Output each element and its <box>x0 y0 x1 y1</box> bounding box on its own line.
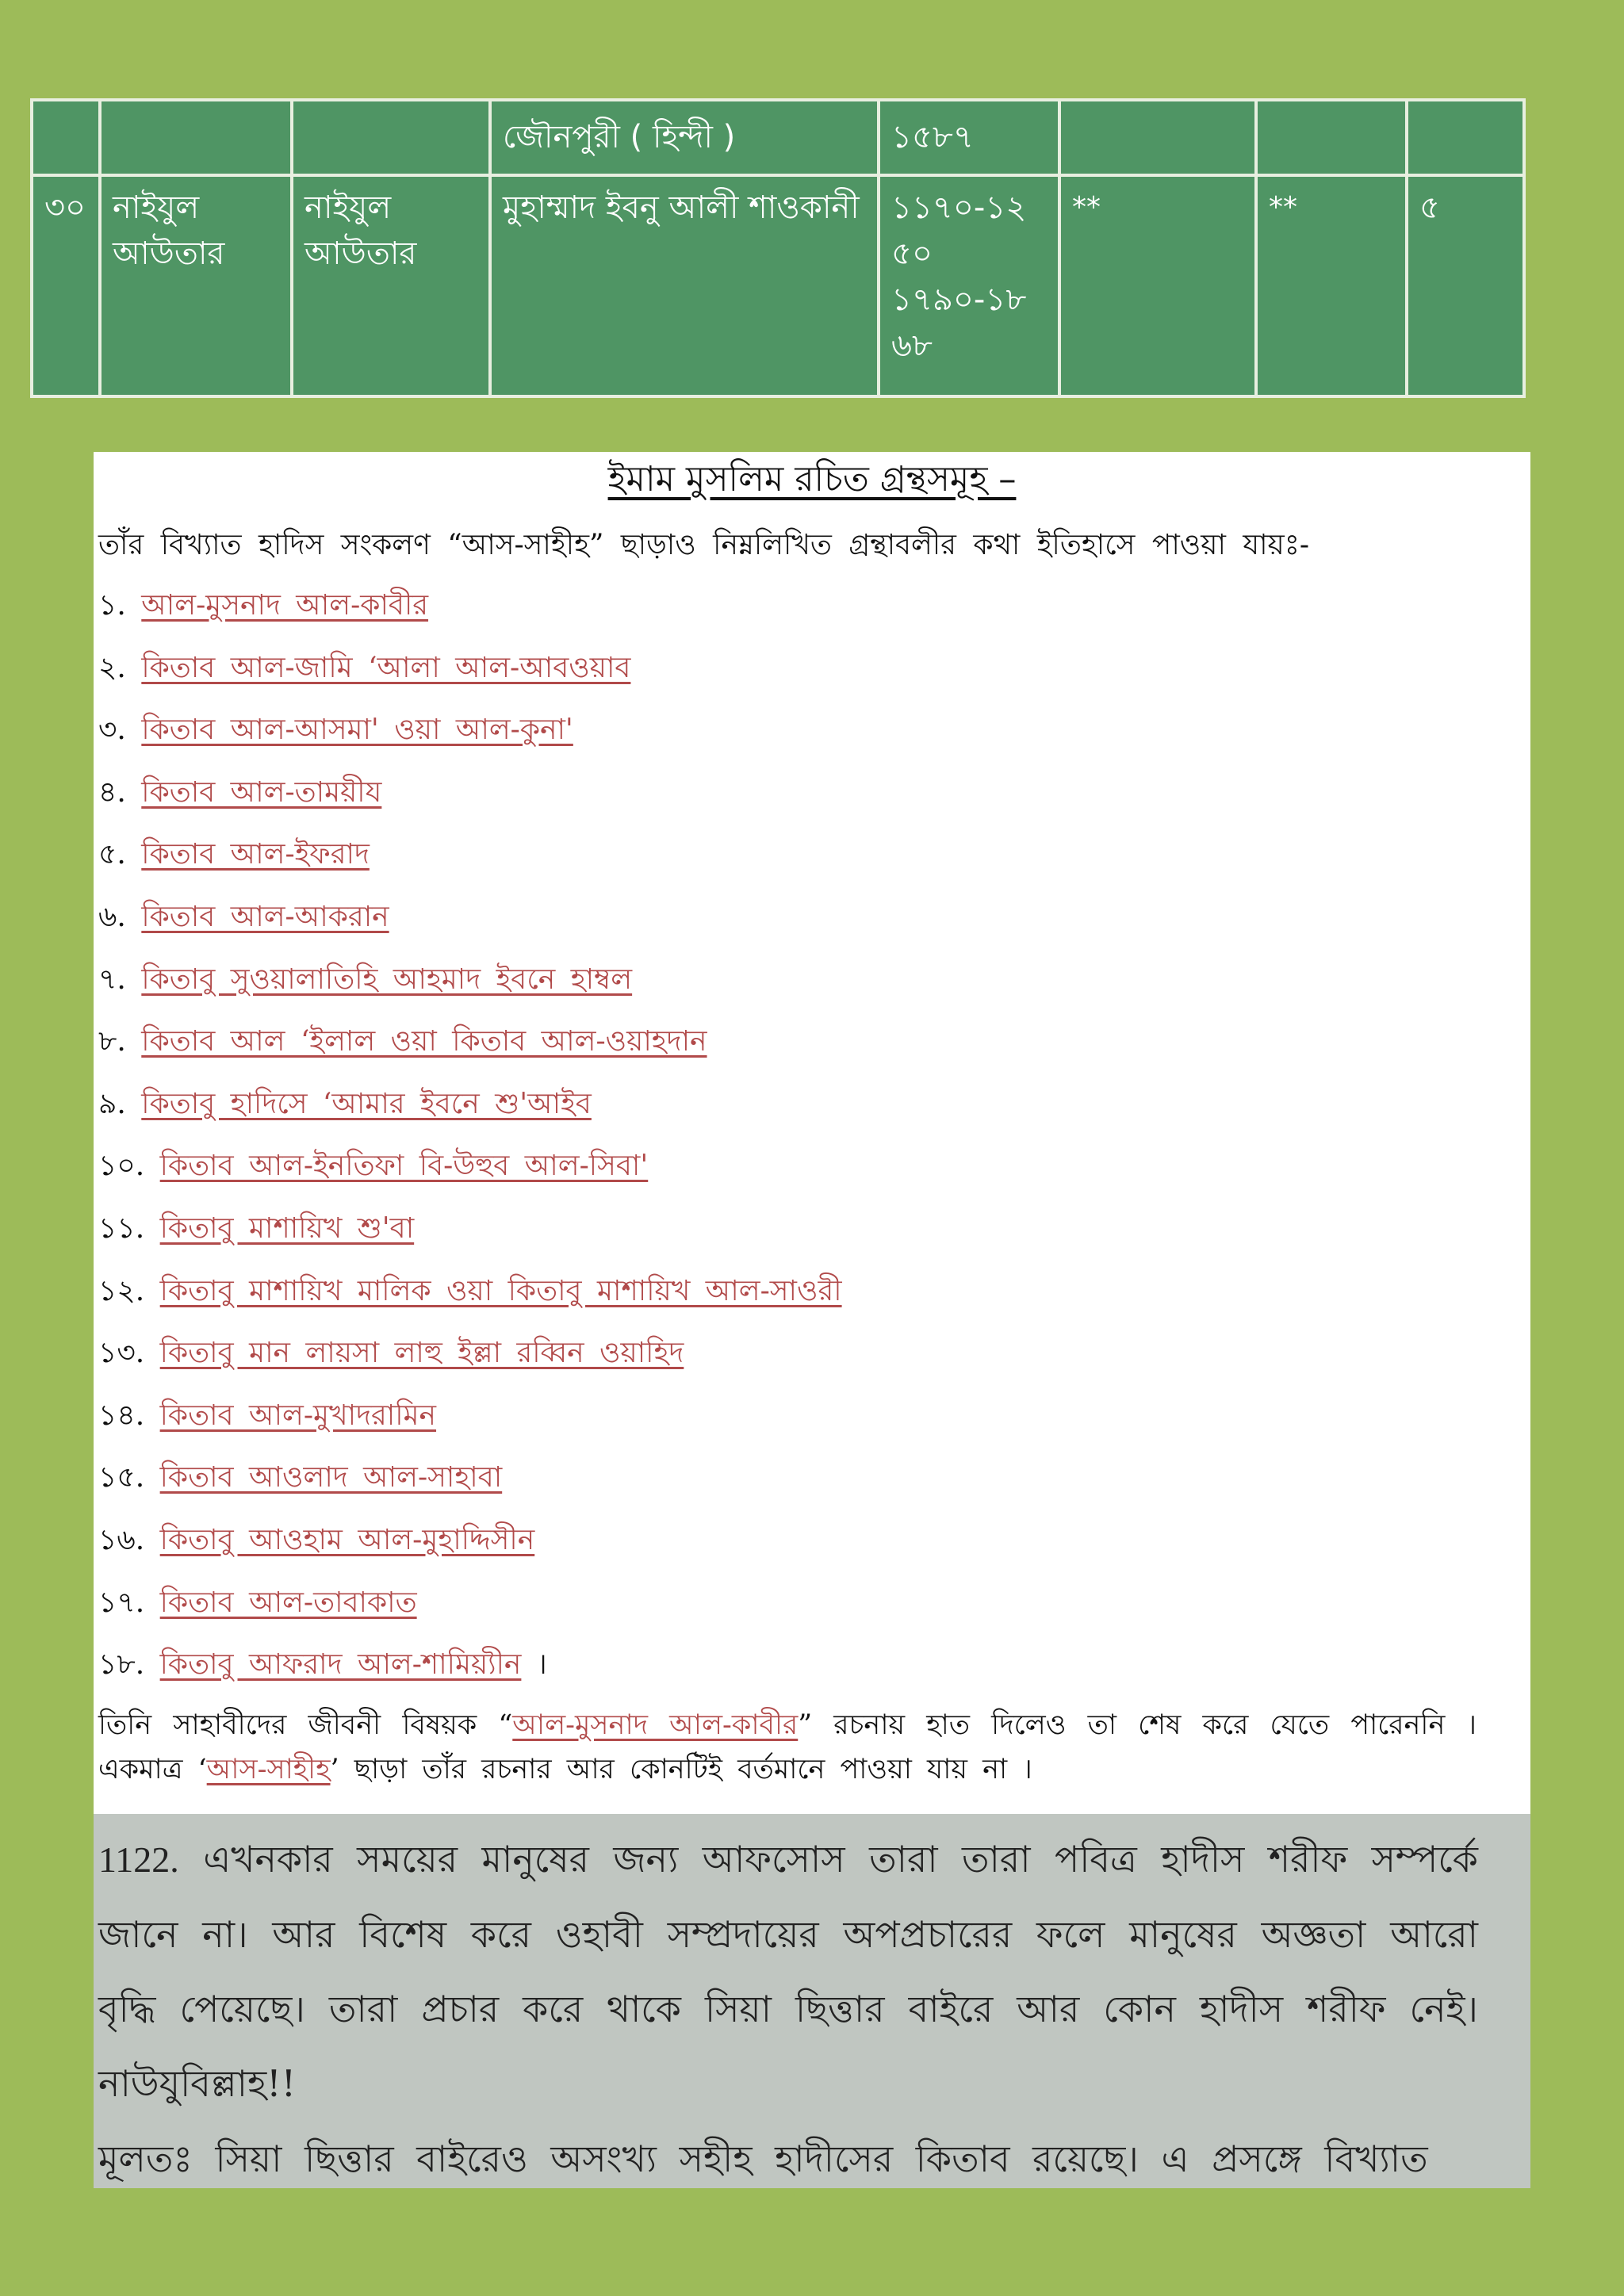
book-link[interactable]: কিতাবু হাদিসে ‘আমার ইবনে শু'আইব <box>141 1087 592 1120</box>
cell-author: জৌনপুরী ( হিন্দী ) <box>490 100 879 175</box>
section-heading-text: ইমাম মুসলিম রচিত গ্রন্থসমূহ – <box>607 459 1017 499</box>
book-link[interactable]: কিতাব আল-আকরান <box>141 900 389 933</box>
list-item <box>98 1147 1526 1210</box>
list-number: ৬. <box>98 900 126 933</box>
cell-col6 <box>1059 100 1256 175</box>
closing-text: ” রচনায় হাত দিলেও তা শেষ করে যেতে পারেননি । একমাত্র ‘ <box>98 1709 1477 1785</box>
cell-book-name-alt <box>292 100 490 175</box>
commentary-number: 1122. <box>98 1839 179 1880</box>
commentary-paragraph <box>98 1822 1478 2121</box>
cell-years: ১৫৮৭ <box>879 100 1059 175</box>
list-item <box>98 1397 1526 1460</box>
cell-serial: ৩০ <box>32 175 100 397</box>
list-suffix: । <box>521 1648 547 1682</box>
list-item <box>98 1085 1526 1148</box>
book-link[interactable]: কিতাব আওলাদ আল-সাহাবা <box>159 1461 503 1494</box>
closing-text: ’ ছাড়া তাঁর রচনার আর কোনটিই বর্তমানে পাওয়া যায় না । <box>330 1754 1032 1785</box>
book-link[interactable]: কিতাবু মাশায়িখ মালিক ওয়া কিতাবু মাশায়িখ আল-সাওরী <box>159 1274 842 1307</box>
commentary-paragraph: মূলতঃ সিয়া ছিত্তার বাইরেও অসংখ্য সহীহ হাদীসের কিতাব রয়েছে। এ প্রসঙ্গে বিখ্যাত <box>98 2137 1428 2180</box>
book-link[interactable]: কিতাব আল-ইনতিফা বি-উহুব আল-সিবা' <box>159 1150 649 1183</box>
list-item <box>98 1334 1526 1397</box>
book-list <box>98 587 1526 1709</box>
list-number: ৫. <box>98 838 126 871</box>
book-link[interactable]: কিতাবু মাশায়িখ শু'বা <box>159 1211 415 1245</box>
cell-col6: ** <box>1059 175 1256 397</box>
book-link[interactable]: কিতাব আল-মুখাদরামিন <box>159 1399 437 1432</box>
cell-book-name <box>100 100 292 175</box>
list-item <box>98 1210 1526 1272</box>
commentary-text: এখনকার সময়ের মানুষের জন্য আফসোস তারা তারা পবিত্র হাদীস শরীফ সম্পর্কে জানে না। আর বিশেষ করে ওহাবী সম্প্রদায়ের অপপ্রচারের ফলে মানুষের অজ্ঞতা আরো বৃদ্ধি পেয়েছে। তারা প্রচার করে থাকে সিয়া ছিত্তার বাইরে আর কোন হাদীস শরীফ নেই। নাউযুবিল্লাহ!! <box>98 1838 1478 2105</box>
list-number: ১১. <box>98 1211 145 1245</box>
cell-serial <box>32 100 100 175</box>
closing-text: তিনি সাহাবীদের জীবনী বিষয়ক “ <box>98 1709 513 1741</box>
closing-paragraph <box>98 1703 1477 1792</box>
book-link[interactable]: কিতাব আল-আসমা' ওয়া আল-কুনা' <box>141 714 573 747</box>
cell-col7 <box>1256 100 1407 175</box>
book-link[interactable]: কিতাবু আওহাম আল-মুহাদ্দিসীন <box>159 1523 535 1556</box>
book-link[interactable]: আস-সাহীহ <box>206 1754 331 1785</box>
cell-author: মুহাম্মাদ ইবনু আলী শাওকানী <box>490 175 879 397</box>
list-item <box>98 774 1526 836</box>
list-number: ১. <box>98 589 126 622</box>
book-link[interactable]: কিতাব আল-ইফরাদ <box>141 838 370 871</box>
book-link[interactable]: কিতাব আল-তাবাকাত <box>159 1586 417 1619</box>
list-item <box>98 1023 1526 1085</box>
list-item <box>98 711 1526 774</box>
list-item <box>98 1521 1526 1584</box>
book-link[interactable]: কিতাব আল-তাময়ীয <box>141 775 382 809</box>
list-number: ২. <box>98 651 126 684</box>
list-item <box>98 1459 1526 1521</box>
list-item <box>98 961 1526 1024</box>
list-item <box>98 649 1526 712</box>
list-number: ৭. <box>98 962 126 996</box>
book-link[interactable]: কিতাব আল ‘ইলাল ওয়া কিতাব আল-ওয়াহদান <box>141 1025 707 1058</box>
book-link[interactable]: আল-মুসনাদ আল-কাবীর <box>512 1709 799 1741</box>
list-number: ১০. <box>98 1150 145 1183</box>
highlighted-commentary <box>94 1814 1530 2188</box>
imam-muslim-works-panel <box>94 452 1530 1814</box>
book-link[interactable]: কিতাব আল-জামি ‘আলা আল-আবওয়াব <box>141 651 631 684</box>
list-number: ১৬. <box>98 1523 145 1556</box>
book-link[interactable]: কিতাবু মান লায়সা লাহু ইল্লা রব্বিন ওয়াহিদ <box>159 1337 684 1370</box>
table-row <box>32 175 1524 397</box>
cell-years: ১১৭০-১২৫০ ১৭৯০-১৮৬৮ <box>879 175 1059 397</box>
list-number: ১২. <box>98 1274 145 1307</box>
list-item <box>98 1272 1526 1335</box>
book-link[interactable]: কিতাবু সুওয়ালাতিহি আহমাদ ইবনে হাম্বল <box>141 962 633 996</box>
list-number: ৪. <box>98 775 126 809</box>
list-number: ৩. <box>98 714 126 747</box>
list-item <box>98 1646 1526 1709</box>
table-row <box>32 100 1524 175</box>
list-number: ১৫. <box>98 1461 145 1494</box>
list-item <box>98 898 1526 961</box>
intro-paragraph: তাঁর বিখ্যাত হাদিস সংকলণ “আস-সাহীহ” ছাড়াও নিম্নলিখিত গ্রন্থাবলীর কথা ইতিহাসে পাওয়া যায়ঃ- <box>98 529 1310 561</box>
list-item <box>98 587 1526 649</box>
list-item <box>98 1584 1526 1647</box>
cell-col7: ** <box>1256 175 1407 397</box>
list-number: ১৪. <box>98 1399 145 1432</box>
book-link[interactable]: আল-মুসনাদ আল-কাবীর <box>141 589 429 622</box>
list-number: ১৩. <box>98 1337 145 1370</box>
book-link[interactable]: কিতাবু আফরাদ আল-শামিয়্যীন <box>159 1648 522 1682</box>
cell-book-name-alt: নাইযুল আউতার <box>292 175 490 397</box>
cell-col8: ৫ <box>1407 175 1524 397</box>
cell-col8 <box>1407 100 1524 175</box>
hadith-books-table <box>30 98 1526 398</box>
section-heading <box>94 455 1530 504</box>
list-number: ১৮. <box>98 1648 145 1682</box>
list-number: ৮. <box>98 1025 126 1058</box>
cell-book-name: নাইযুল আউতার <box>100 175 292 397</box>
list-item <box>98 836 1526 898</box>
list-number: ১৭. <box>98 1586 145 1619</box>
list-number: ৯. <box>98 1087 126 1120</box>
